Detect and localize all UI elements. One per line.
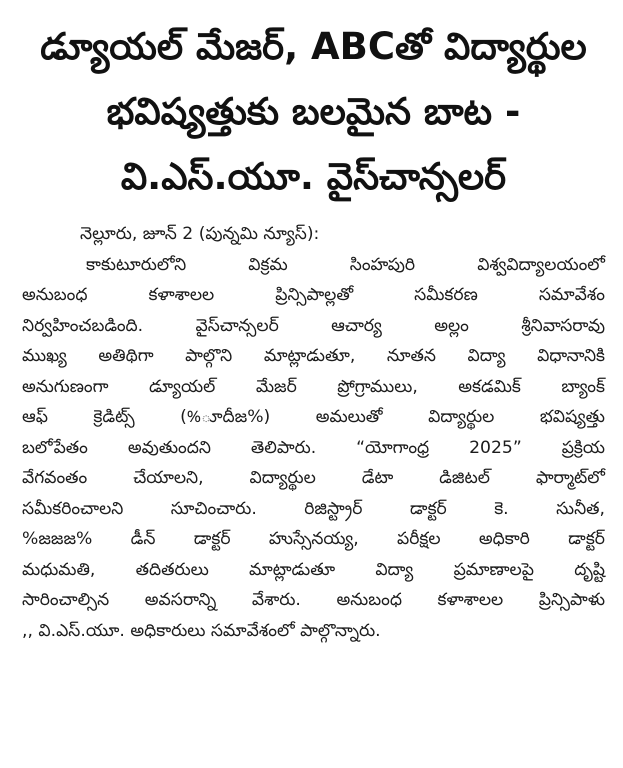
body-line: వేగవంతం చేయాలని, విద్యార్థుల డేటా డిజిటల్ ఫార్మాట్‌లో [22, 468, 605, 488]
article-dateline: నెల్లూరు, జూన్ 2 (పున్నమి న్యూస్): [80, 224, 320, 244]
headline-line: భవిష్యత్తుకు బలమైన బాట - [106, 90, 521, 133]
body-line: %జజజ% డీన్ డాక్టర్ హుస్సేనయ్య, పరీక్షల అధికారి డాక్టర్ [22, 529, 605, 549]
article-body [22, 219, 605, 646]
body-line: కాకుటూరులోని విక్రమ సింహపురి విశ్వవిద్యాలయంలో [86, 254, 605, 275]
article-headline [22, 14, 605, 209]
body-line: సారించాల్సిన అవసరాన్ని వేశారు. అనుబంధ కళాశాలల ప్రిన్సిపాళు [22, 590, 605, 610]
body-line: అనుబంధ కళాశాలల ప్రిన్సిపాల్లతో సమీకరణ సమావేశం [22, 285, 605, 305]
body-line: ముఖ్య అతిథిగా పాల్గొని మాట్లాడుతూ, నూతన విద్యా విధానానికి [22, 346, 605, 366]
headline-line: డ్యూయల్ మేజర్, ABCతో విద్యార్థుల [40, 25, 587, 68]
body-line: ,, వి.ఎస్.యూ. అధికారులు సమావేశంలో పాల్గొన్నారు. [22, 620, 381, 641]
body-line: బలోపేతం అవుతుందని తెలిపారు. “యోగాంధ్ర 2025” ప్రక్రియ [22, 437, 605, 458]
body-line: సమీకరించాలని సూచించారు. రిజిస్ట్రార్ డాక్టర్ కె. సునీత, [22, 498, 605, 519]
body-line: ఆఫ్ క్రెడిట్స్ (%ూదీజ%) అమలుతో విద్యార్థుల భవిష్యత్తు [22, 407, 605, 427]
body-line: మధుమతి, తదితరులు మాట్లాడుతూ విద్యా ప్రమాణాలపై దృష్టి [22, 559, 605, 580]
headline-line: వి.ఎస్.యూ. వైస్‌చాన్సలర్ [120, 155, 507, 198]
body-line: అనుగుణంగా డ్యూయల్ మేజర్ ప్రోగ్రాములు, అకడమిక్ బ్యాంక్ [22, 376, 605, 397]
body-line: నిర్వహించబడింది. వైస్‌చాన్సలర్ ఆచార్య అల్లం శ్రీనివాసరావు [22, 315, 605, 336]
